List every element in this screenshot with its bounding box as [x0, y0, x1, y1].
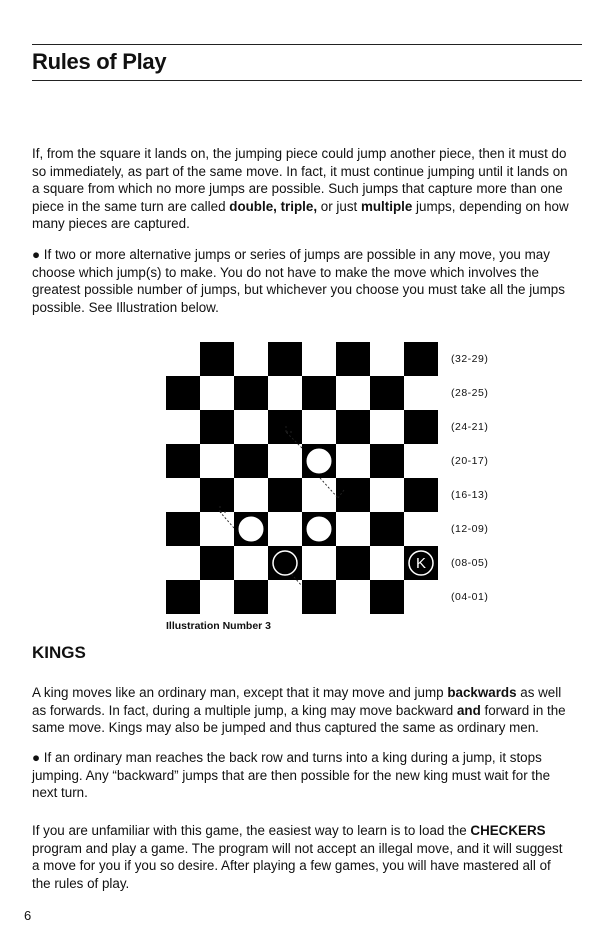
bold-term: multiple	[360, 198, 413, 214]
header-rule-bottom	[32, 80, 582, 81]
page-number: 6	[24, 908, 32, 923]
dark-square	[166, 444, 200, 478]
dark-square	[166, 512, 200, 546]
dark-square	[234, 376, 268, 410]
intro-paragraph-alternative-jumps: ● If two or more alternative jumps or series of jumps are possible in any move, you may choose which jump(s) to make. You do not have to make the move which involves the greatest possible number of jumps, but whichever you choose you must take all the jumps possible. See Illustration below.	[32, 247, 565, 315]
dark-square	[336, 478, 370, 512]
dark-square	[370, 376, 404, 410]
dark-square	[404, 342, 438, 376]
checkerboard-illustration	[166, 342, 438, 614]
row-label: (08-05)	[451, 557, 489, 569]
dark-square	[370, 512, 404, 546]
white-checker-piece	[306, 516, 332, 542]
dark-square	[166, 376, 200, 410]
dark-square	[302, 376, 336, 410]
black-checker-piece	[273, 551, 297, 575]
illustration-caption: Illustration Number 3	[166, 620, 272, 632]
dark-square	[200, 342, 234, 376]
dark-square	[336, 410, 370, 444]
king-label: K	[415, 555, 427, 572]
page-title: Rules of Play	[32, 49, 167, 74]
header-rule-top	[32, 44, 582, 45]
bold-term: double, triple,	[229, 198, 318, 214]
dark-square	[302, 580, 336, 614]
white-checker-piece	[238, 516, 264, 542]
dark-square	[200, 546, 234, 580]
dark-square	[336, 342, 370, 376]
row-label: (20-17)	[451, 455, 489, 467]
intro-paragraph-multiple-jumps: If, from the square it lands on, the jumping piece could jump another piece, then it must do so immediately, as part of the same move. In fact, it must continue jumping until it lands on a square from which no more jumps are possible. Such jumps that capture more than one piece in the same turn are called double, triple, or just multiple jumps, depending on how many pieces are captured.	[32, 146, 569, 231]
dark-square	[370, 580, 404, 614]
bold-term: backwards	[447, 685, 517, 700]
row-label: (24-21)	[451, 421, 489, 433]
bold-term: and	[456, 702, 481, 718]
row-label: (28-25)	[451, 387, 489, 399]
dark-square	[268, 478, 302, 512]
dark-square	[370, 444, 404, 478]
bold-term: CHECKERS	[470, 823, 546, 838]
row-label: (32-29)	[451, 353, 489, 365]
dark-square	[200, 478, 234, 512]
row-label: (16-13)	[451, 489, 489, 501]
kings-section-title: KINGS	[32, 643, 86, 662]
dark-square	[234, 580, 268, 614]
kings-paragraph-back-row: ● If an ordinary man reaches the back row and turns into a king during a jump, it stops jumping. Any “backward” jumps that are then possible for the new king must wait for the next turn.	[32, 750, 551, 800]
kings-paragraph-backwards: A king moves like an ordinary man, except that it may move and jump backwards as well as forwards. In fact, during a multiple jump, a king may move backward and forward in the same move. Kings may also be jumped and thus captured the same as ordinary men.	[32, 685, 566, 735]
dark-square	[166, 580, 200, 614]
row-label: (04-01)	[451, 591, 489, 603]
kings-paragraph-program: If you are unfamiliar with this game, the easiest way to learn is to load the CHECKERS program and play a game. The program will not accept an illegal move, and it will suggest a move for you if you so desire. After playing a few games, you will have mastered all of the rules of play.	[32, 823, 563, 891]
dark-square	[268, 342, 302, 376]
dark-square	[234, 444, 268, 478]
dark-square	[404, 410, 438, 444]
row-label: (12-09)	[451, 523, 489, 535]
dark-square	[200, 410, 234, 444]
dark-square	[268, 410, 302, 444]
dark-square	[404, 478, 438, 512]
white-checker-piece	[306, 448, 332, 474]
dark-square	[336, 546, 370, 580]
